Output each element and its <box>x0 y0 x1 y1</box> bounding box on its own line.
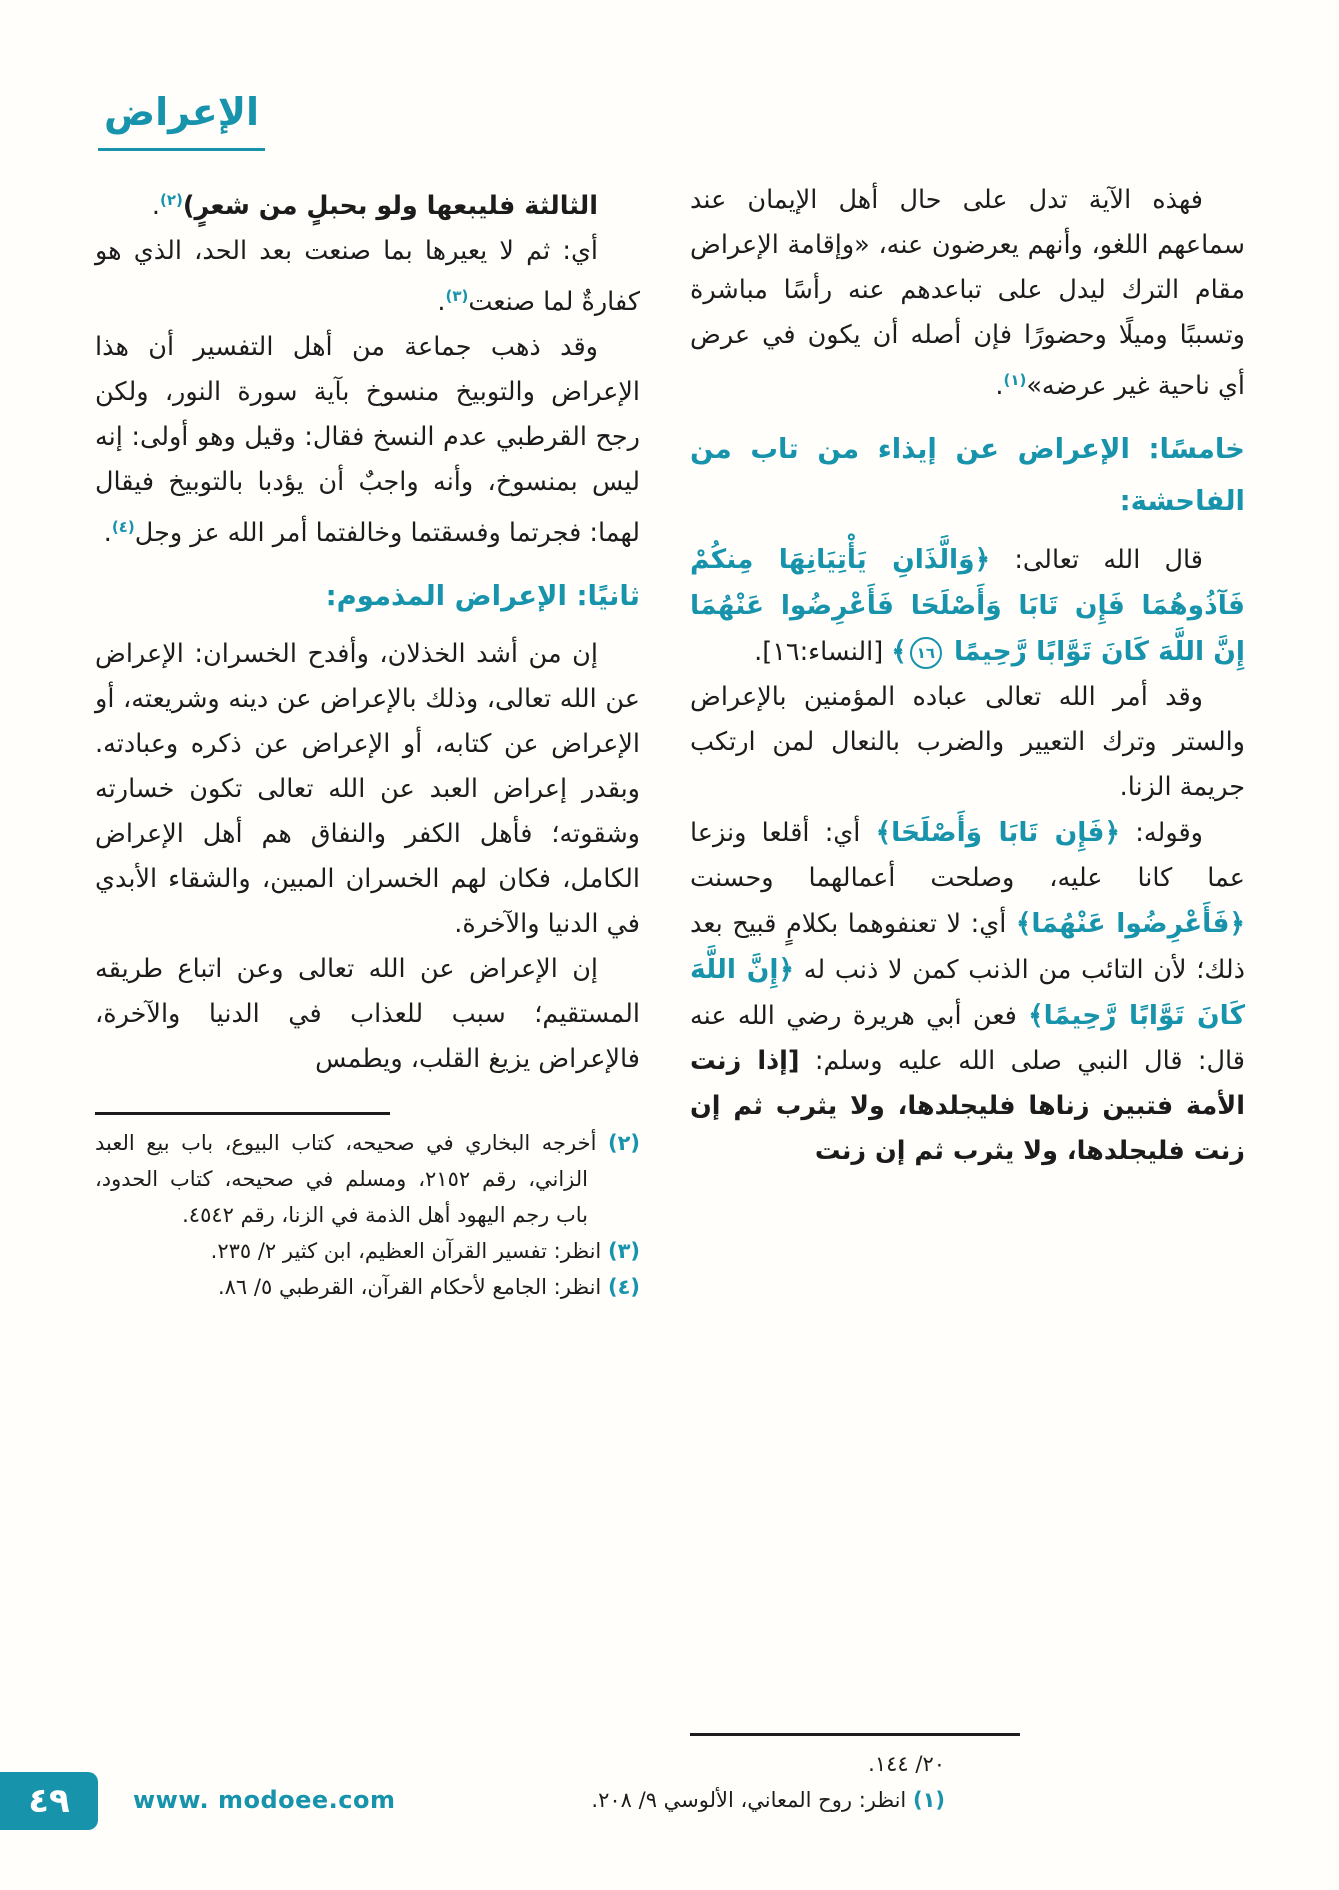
quran-run: ﴿فَإِن تَابَا وَأَصْلَحَا﴾ <box>875 817 1121 848</box>
column-right-text <box>690 178 1245 1174</box>
paragraph <box>95 947 640 1082</box>
text-run: . <box>995 371 1004 401</box>
paragraph <box>690 810 1245 1174</box>
section-heading <box>690 423 1245 527</box>
text-run: فهذه الآية تدل على حال أهل الإيمان عند سماعهم اللغو، وأنهم يعرضون عنه، «وإقامة الإعراض مقام الترك ليدل على تباعدهم عنه رأسًا مباشرة وتسببًا وميلًا وحضورًا فإن أصله أن يكون في عرض أي ناحية غير عرضه» <box>690 185 1245 401</box>
footnote-text: ٢٠/ ١٤٤. <box>868 1752 945 1776</box>
text-run: وقوله: <box>1120 818 1203 848</box>
bold-run: الثالثة فليبعها ولو بحبلٍ من شعرٍ) <box>182 191 598 221</box>
text-run: . <box>437 287 446 317</box>
text-run: أي: ثم لا يعيرها بما صنعت بعد الحد، الذي هو كفارةٌ لما صنعت <box>95 236 640 317</box>
text-run: قال الله تعالى: <box>990 545 1203 575</box>
column-left-footnotes <box>95 1112 640 1305</box>
text-run: إن من أشد الخذلان، وأفدح الخسران: الإعراض عن الله تعالى، وذلك بالإعراض عن دينه وشريعته، أو الإعراض عن كتابه، أو الإعراض عن ذكره وعبادته. وبقدر إعراض العبد عن الله تعالى تكون خسارته وشقوته؛ فأهل الكفر والنفاق هم أهل الإعراض الكامل، فكان لهم الخسران المبين، والشقاء الأبدي في الدنيا والآخرة. <box>95 639 640 939</box>
paragraph <box>690 537 1245 675</box>
text-run: . <box>151 191 160 221</box>
column-right-footnotes <box>591 1733 1245 1818</box>
text-run: وقد أمر الله تعالى عباده المؤمنين بالإعراض والستر وترك التعيير والضرب بالنعال لمن ارتكب جريمة الزنا. <box>690 682 1245 802</box>
text-run: أي: لا تعنفوهما بكلامٍ قبيح بعد ذلك؛ لأن التائب من الذنب كمن لا ذنب له <box>690 909 1245 985</box>
ref-run: (٣) <box>445 287 469 305</box>
text-run: . <box>103 518 112 548</box>
quran-run: ﴿إِنَّ اللَّهَ كَانَ تَوَّابًا رَّحِيمًا﴾ <box>690 954 1245 1031</box>
text-run: فعن أبي هريرة رضي الله عنه قال: قال النبي صلى الله عليه وسلم: <box>690 1001 1245 1076</box>
footnote <box>95 1233 640 1269</box>
paragraph <box>690 675 1245 810</box>
ayah-run: ١٦ <box>910 637 942 669</box>
ref-run: (١) <box>1003 371 1027 389</box>
footnote-text: انظر: الجامع لأحكام القرآن، القرطبي ٥/ ٨٦. <box>217 1275 602 1299</box>
page-number-badge <box>0 1772 98 1830</box>
text-run: ثانيًا: الإعراض المذموم: <box>325 580 640 612</box>
footnote <box>95 1269 640 1305</box>
footnote-number: (٤) <box>607 1275 640 1299</box>
website-url: www. modoee.com <box>133 1786 396 1814</box>
paragraph <box>95 178 640 229</box>
ref-run: (٢) <box>160 191 183 209</box>
page-header-title: الإعراض <box>98 90 265 151</box>
quran-run: ﴿فَأَعْرِضُوا عَنْهُمَا﴾ <box>1015 908 1246 939</box>
text-run: [النساء:١٦]. <box>754 637 892 667</box>
footnote-text: أخرجه البخاري في صحيحه، كتاب البيوع، باب بيع العبد الزاني، رقم ٢١٥٢، ومسلم في صحيحه، كتاب الحدود، باب رجم اليهود أهل الذمة في الزنا، رقم ٤٥٤٢. <box>95 1131 597 1227</box>
footnote-text: انظر: تفسير القرآن العظيم، ابن كثير ٢/ ٢٣٥. <box>210 1239 602 1263</box>
footnote-list <box>95 1125 640 1305</box>
footnote-divider <box>95 1112 390 1115</box>
column-left-text <box>95 178 640 1082</box>
text-run: إن الإعراض عن الله تعالى وعن اتباع طريقه المستقيم؛ سبب للعذاب في الدنيا والآخرة، فالإعراض يزيغ القلب، ويطمس <box>95 954 640 1074</box>
paragraph <box>95 632 640 947</box>
footnote-text: انظر: روح المعاني، الألوسي ٩/ ٢٠٨. <box>591 1788 907 1812</box>
bold-run: [إذا زنت الأمة فتبين زناها فليجلدها، ولا يثرب ثم إن زنت فليجلدها، ولا يثرب ثم إن زنت <box>690 1046 1245 1166</box>
column-left <box>95 178 640 1818</box>
section-heading <box>95 570 640 622</box>
column-right <box>591 178 1246 1818</box>
footnote-number: (٢) <box>607 1131 640 1155</box>
page-content <box>95 178 1245 1818</box>
text-run: خامسًا: الإعراض عن إيذاء من تاب من الفاحشة: <box>690 433 1245 517</box>
paragraph <box>95 229 640 325</box>
page-number: ٤٩ <box>28 1781 70 1821</box>
text-run: أي: أقلعا ونزعا عما كانا عليه، وصلحت أعمالهما وحسنت <box>690 818 1245 893</box>
footnote <box>95 1125 640 1233</box>
page-header <box>98 90 265 151</box>
text-run: وقد ذهب جماعة من أهل التفسير أن هذا الإعراض والتوبيخ منسوخ بآية سورة النور، ولكن رجح القرطبي عدم النسخ فقال: وقيل وهو أولى: إنه ليس بمنسوخ، وأنه واجبٌ أن يؤدبا بالتوبيخ فيقال لهما: فجرتما وفسقتما وخالفتما أمر الله عز وجل <box>95 332 640 548</box>
footnote-number: (١) <box>912 1788 945 1812</box>
quran-run: ﴾ <box>891 636 907 667</box>
footnote-divider <box>690 1733 1020 1736</box>
paragraph <box>690 178 1245 409</box>
quran-run: ﴿وَالَّذَانِ يَأْتِيَانِهَا مِنكُمْ فَآذُوهُمَا فَإِن تَابَا وَأَصْلَحَا فَأَعْرِضُوا عَنْهُمَا إِنَّ اللَّهَ كَانَ تَوَّابًا رَّحِيمًا <box>690 544 1245 667</box>
ref-run: (٤) <box>111 518 135 536</box>
footnote-number: (٣) <box>607 1239 640 1263</box>
paragraph <box>95 325 640 556</box>
